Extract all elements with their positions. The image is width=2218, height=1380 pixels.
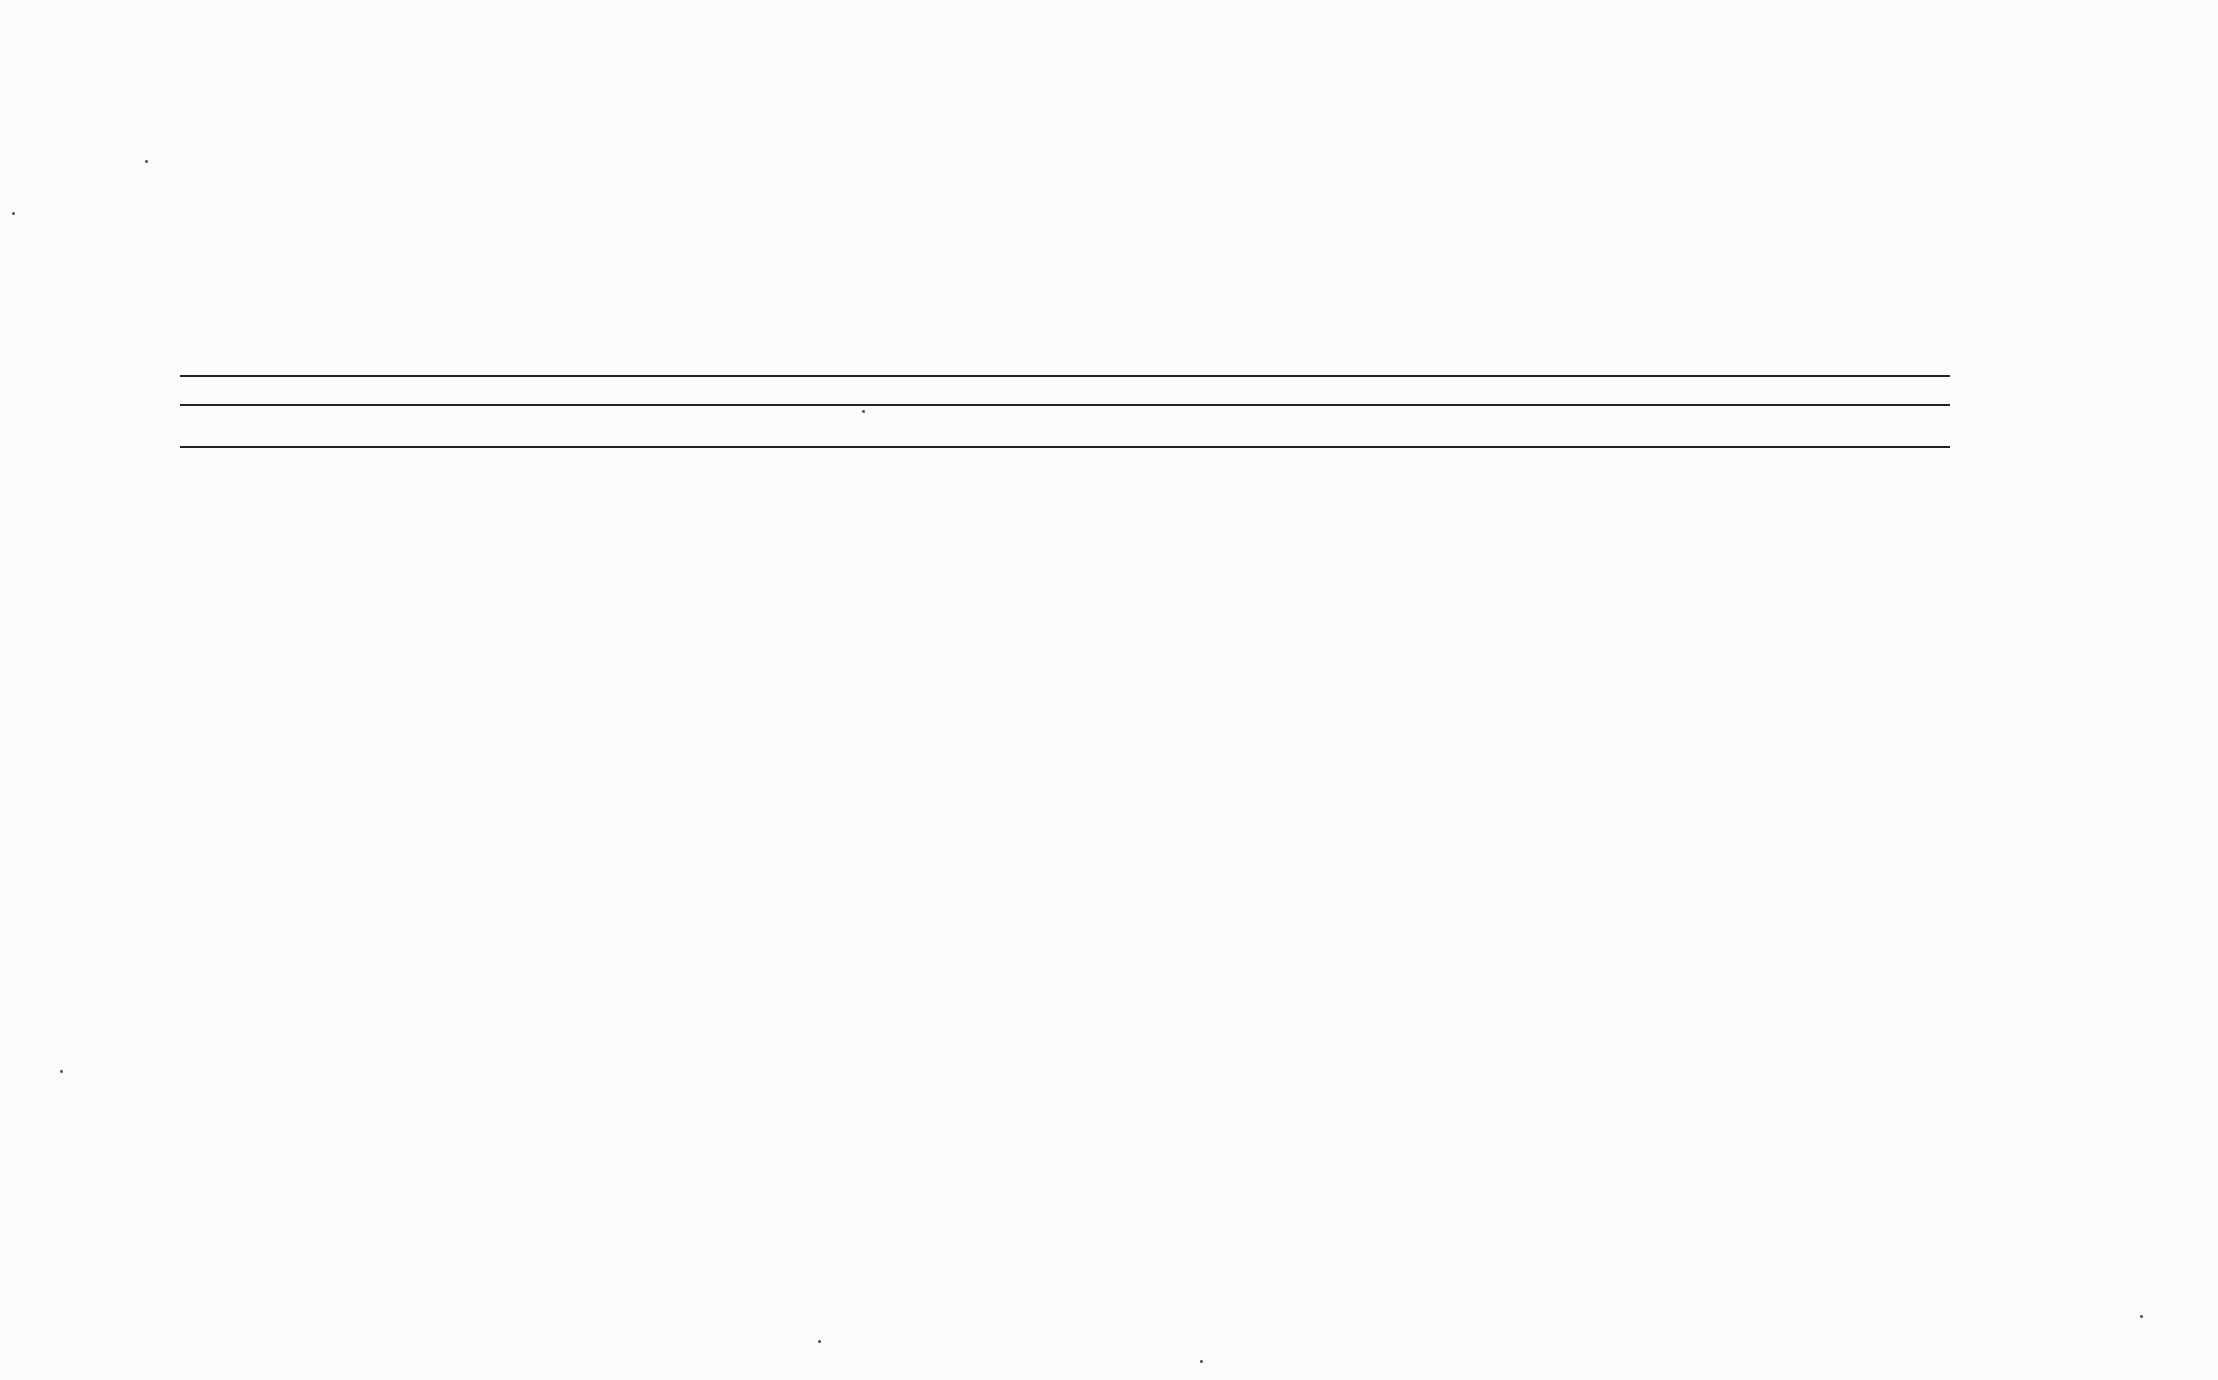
speck — [2140, 1315, 2143, 1318]
speck — [60, 1070, 63, 1073]
section-end-rule — [180, 375, 1950, 377]
county-rule-top — [180, 404, 1950, 406]
speck — [145, 160, 148, 163]
speck — [1200, 1360, 1203, 1363]
county-rule-bottom — [180, 446, 1950, 448]
speck — [12, 212, 15, 215]
speck — [818, 1340, 821, 1343]
speck — [862, 410, 865, 413]
